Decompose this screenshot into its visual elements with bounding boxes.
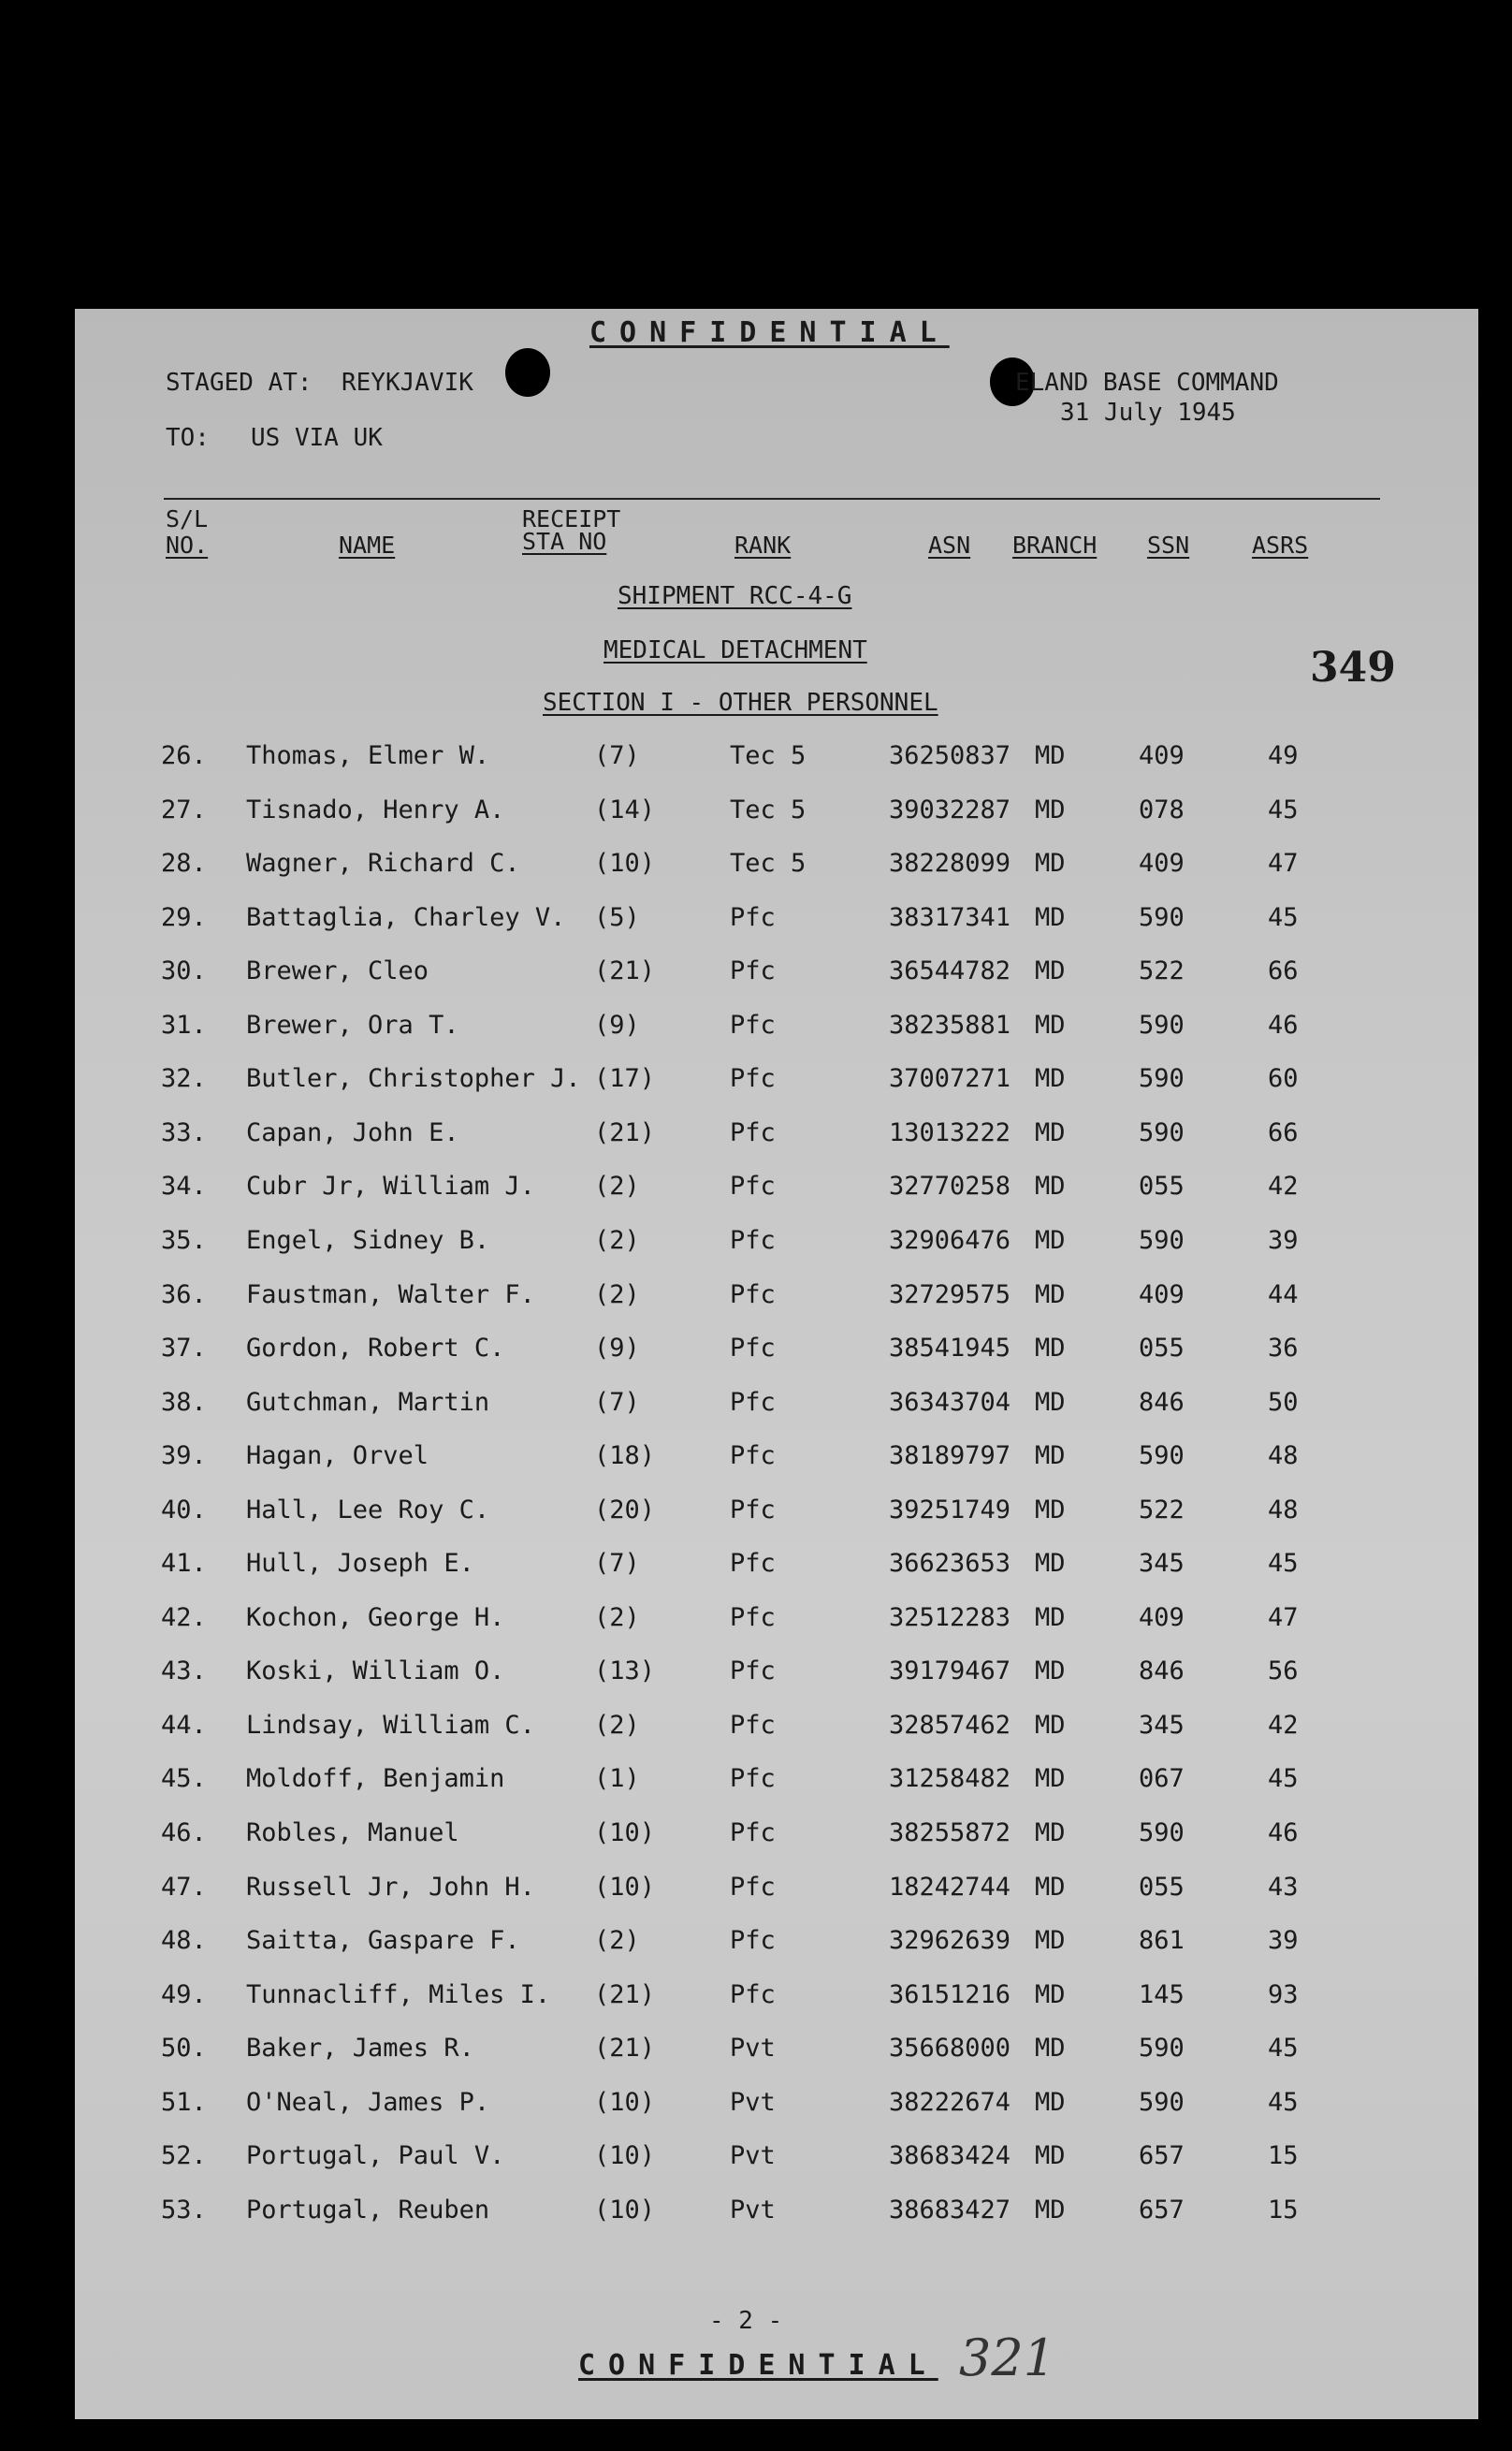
document-page <box>75 309 1478 2419</box>
row-branch: MD <box>1035 1279 1066 1309</box>
row-rank: Pfc <box>730 1064 776 1094</box>
row-name: Gordon, Robert C. <box>246 1334 505 1364</box>
row-rank: Pfc <box>730 956 776 986</box>
row-branch: MD <box>1035 1926 1066 1956</box>
table-row <box>75 1873 1478 1919</box>
row-branch: MD <box>1035 1549 1066 1579</box>
row-name: Tunnacliff, Miles I. <box>246 1979 551 2009</box>
col-rank: RANK <box>734 532 792 559</box>
row-asn: 38222674 <box>889 2087 1011 2117</box>
row-asrs: 39 <box>1268 1225 1299 1255</box>
row-name: Russell Jr, John H. <box>246 1872 535 1902</box>
row-number: 29. <box>161 902 207 932</box>
row-number: 35. <box>161 1225 207 1255</box>
row-rank: Pvt <box>730 2195 776 2225</box>
table-row <box>75 1172 1478 1218</box>
row-rank: Pfc <box>730 1387 776 1417</box>
row-sta-no: (20) <box>594 1495 656 1525</box>
row-name: Brewer, Ora T. <box>246 1010 459 1040</box>
row-rank: Pfc <box>730 1656 776 1686</box>
row-ssn: 657 <box>1139 2195 1185 2225</box>
row-branch: MD <box>1035 2034 1066 2064</box>
row-asrs: 45 <box>1268 2034 1299 2064</box>
row-branch: MD <box>1035 1387 1066 1417</box>
row-sta-no: (2) <box>594 1172 640 1202</box>
row-asrs: 47 <box>1268 1602 1299 1632</box>
row-asn: 13013222 <box>889 1117 1011 1147</box>
col-asn: ASN <box>928 532 971 559</box>
row-branch: MD <box>1035 1979 1066 2009</box>
row-ssn: 590 <box>1139 1225 1185 1255</box>
row-asrs: 48 <box>1268 1495 1299 1525</box>
row-branch: MD <box>1035 1872 1066 1902</box>
row-ssn: 409 <box>1139 1279 1185 1309</box>
table-row <box>75 1226 1478 1273</box>
row-name: Brewer, Cleo <box>246 956 429 986</box>
row-asn: 36151216 <box>889 1979 1011 2009</box>
row-branch: MD <box>1035 2087 1066 2117</box>
row-number: 30. <box>161 956 207 986</box>
row-ssn: 055 <box>1139 1172 1185 1202</box>
row-sta-no: (5) <box>594 902 640 932</box>
row-sta-no: (13) <box>594 1656 656 1686</box>
row-number: 37. <box>161 1334 207 1364</box>
row-branch: MD <box>1035 1225 1066 1255</box>
header-rule <box>164 498 1380 500</box>
row-number: 46. <box>161 1818 207 1847</box>
row-rank: Pfc <box>730 1602 776 1632</box>
row-branch: MD <box>1035 956 1066 986</box>
row-rank: Pfc <box>730 1979 776 2009</box>
row-asrs: 46 <box>1268 1818 1299 1847</box>
row-asn: 39179467 <box>889 1656 1011 1686</box>
row-number: 31. <box>161 1010 207 1040</box>
row-asrs: 15 <box>1268 2195 1299 2225</box>
row-sta-no: (10) <box>594 1818 656 1847</box>
row-number: 38. <box>161 1387 207 1417</box>
row-sta-no: (10) <box>594 2087 656 2117</box>
row-sta-no: (1) <box>594 1764 640 1794</box>
row-ssn: 067 <box>1139 1764 1185 1794</box>
row-ssn: 522 <box>1139 1495 1185 1525</box>
row-branch: MD <box>1035 1656 1066 1686</box>
row-branch: MD <box>1035 1495 1066 1525</box>
row-sta-no: (21) <box>594 956 656 986</box>
row-name: Butler, Christopher J. <box>246 1064 581 1094</box>
row-branch: MD <box>1035 1764 1066 1794</box>
row-ssn: 055 <box>1139 1872 1185 1902</box>
row-name: Cubr Jr, William J. <box>246 1172 535 1202</box>
row-ssn: 846 <box>1139 1656 1185 1686</box>
row-rank: Pfc <box>730 1010 776 1040</box>
row-sta-no: (7) <box>594 1549 640 1579</box>
row-rank: Tec 5 <box>730 849 807 879</box>
row-number: 49. <box>161 1979 207 2009</box>
row-branch: MD <box>1035 1064 1066 1094</box>
col-receipt: RECEIPT <box>522 505 621 533</box>
footer-page: - 2 - <box>709 2307 783 2335</box>
row-asn: 32729575 <box>889 1279 1011 1309</box>
row-asrs: 45 <box>1268 1764 1299 1794</box>
row-rank: Pvt <box>730 2141 776 2171</box>
row-ssn: 590 <box>1139 1064 1185 1094</box>
row-sta-no: (9) <box>594 1334 640 1364</box>
row-sta-no: (18) <box>594 1441 656 1471</box>
row-rank: Pfc <box>730 1818 776 1847</box>
row-number: 28. <box>161 849 207 879</box>
row-rank: Pvt <box>730 2034 776 2064</box>
row-asrs: 66 <box>1268 956 1299 986</box>
row-ssn: 590 <box>1139 1010 1185 1040</box>
row-number: 44. <box>161 1710 207 1740</box>
row-ssn: 590 <box>1139 2034 1185 2064</box>
row-ssn: 078 <box>1139 795 1185 824</box>
col-name: NAME <box>339 532 396 559</box>
table-row <box>75 1280 1478 1327</box>
row-number: 27. <box>161 795 207 824</box>
row-asn: 32962639 <box>889 1926 1011 1956</box>
row-name: Hall, Lee Roy C. <box>246 1495 490 1525</box>
row-rank: Pfc <box>730 1334 776 1364</box>
row-branch: MD <box>1035 902 1066 932</box>
row-branch: MD <box>1035 1818 1066 1847</box>
row-rank: Pfc <box>730 1279 776 1309</box>
row-ssn: 590 <box>1139 1117 1185 1147</box>
row-rank: Pfc <box>730 1710 776 1740</box>
row-number: 34. <box>161 1172 207 1202</box>
col-asrs: ASRS <box>1252 532 1309 559</box>
row-asrs: 36 <box>1268 1334 1299 1364</box>
section-heading: SECTION I - OTHER PERSONNEL <box>543 689 938 717</box>
row-asrs: 45 <box>1268 2087 1299 2117</box>
shipment-heading: SHIPMENT RCC-4-G <box>618 582 852 610</box>
row-asn: 35668000 <box>889 2034 1011 2064</box>
row-ssn: 409 <box>1139 849 1185 879</box>
row-branch: MD <box>1035 1602 1066 1632</box>
row-asrs: 43 <box>1268 1872 1299 1902</box>
row-rank: Pfc <box>730 1872 776 1902</box>
row-asn: 36623653 <box>889 1549 1011 1579</box>
row-number: 42. <box>161 1602 207 1632</box>
row-ssn: 590 <box>1139 902 1185 932</box>
row-asn: 31258482 <box>889 1764 1011 1794</box>
to-value: US VIA UK <box>251 424 383 452</box>
table-row <box>75 1980 1478 2027</box>
row-ssn: 145 <box>1139 1979 1185 2009</box>
row-asrs: 50 <box>1268 1387 1299 1417</box>
table-row <box>75 2196 1478 2242</box>
row-sta-no: (2) <box>594 1710 640 1740</box>
row-sta-no: (10) <box>594 2195 656 2225</box>
row-asrs: 42 <box>1268 1710 1299 1740</box>
row-number: 48. <box>161 1926 207 1956</box>
row-asn: 38541945 <box>889 1334 1011 1364</box>
row-asn: 36250837 <box>889 741 1011 770</box>
row-number: 43. <box>161 1656 207 1686</box>
row-name: Koski, William O. <box>246 1656 505 1686</box>
row-number: 45. <box>161 1764 207 1794</box>
row-number: 52. <box>161 2141 207 2171</box>
row-name: Gutchman, Martin <box>246 1387 490 1417</box>
col-branch: BRANCH <box>1012 532 1098 559</box>
page-number: 349 <box>1310 644 1396 692</box>
row-branch: MD <box>1035 1441 1066 1471</box>
row-rank: Pfc <box>730 902 776 932</box>
row-number: 40. <box>161 1495 207 1525</box>
row-name: Moldoff, Benjamin <box>246 1764 505 1794</box>
table-row <box>75 741 1478 788</box>
row-branch: MD <box>1035 849 1066 879</box>
row-asn: 38235881 <box>889 1010 1011 1040</box>
row-asn: 36544782 <box>889 956 1011 986</box>
row-number: 53. <box>161 2195 207 2225</box>
row-sta-no: (14) <box>594 795 656 824</box>
row-rank: Pfc <box>730 1172 776 1202</box>
row-asn: 32512283 <box>889 1602 1011 1632</box>
row-ssn: 590 <box>1139 1441 1185 1471</box>
row-sta-no: (10) <box>594 1872 656 1902</box>
row-asrs: 44 <box>1268 1279 1299 1309</box>
row-ssn: 345 <box>1139 1710 1185 1740</box>
table-row <box>75 1118 1478 1165</box>
row-branch: MD <box>1035 795 1066 824</box>
row-ssn: 522 <box>1139 956 1185 986</box>
row-asn: 18242744 <box>889 1872 1011 1902</box>
row-sta-no: (7) <box>594 741 640 770</box>
row-ssn: 055 <box>1139 1334 1185 1364</box>
row-sta-no: (10) <box>594 2141 656 2171</box>
row-name: Tisnado, Henry A. <box>246 795 505 824</box>
row-number: 33. <box>161 1117 207 1147</box>
row-name: Thomas, Elmer W. <box>246 741 490 770</box>
row-asn: 36343704 <box>889 1387 1011 1417</box>
row-branch: MD <box>1035 1172 1066 1202</box>
row-asrs: 45 <box>1268 1549 1299 1579</box>
table-row <box>75 1656 1478 1703</box>
row-number: 32. <box>161 1064 207 1094</box>
row-name: Faustman, Walter F. <box>246 1279 535 1309</box>
row-branch: MD <box>1035 2141 1066 2171</box>
row-asrs: 45 <box>1268 795 1299 824</box>
row-sta-no: (21) <box>594 1979 656 2009</box>
table-row <box>75 1388 1478 1435</box>
table-row <box>75 1549 1478 1596</box>
row-ssn: 861 <box>1139 1926 1185 1956</box>
row-rank: Pfc <box>730 1764 776 1794</box>
row-rank: Pfc <box>730 1117 776 1147</box>
table-row <box>75 1603 1478 1650</box>
row-asrs: 47 <box>1268 849 1299 879</box>
table-row <box>75 2141 1478 2188</box>
row-ssn: 590 <box>1139 1818 1185 1847</box>
row-sta-no: (2) <box>594 1225 640 1255</box>
handwritten-number: 321 <box>959 2328 1056 2387</box>
table-row <box>75 1334 1478 1380</box>
table-row <box>75 795 1478 842</box>
row-asn: 32857462 <box>889 1710 1011 1740</box>
row-sta-no: (10) <box>594 849 656 879</box>
row-name: Battaglia, Charley V. <box>246 902 566 932</box>
table-row <box>75 1495 1478 1542</box>
to-label: TO: <box>166 424 210 452</box>
row-asn: 38255872 <box>889 1818 1011 1847</box>
row-number: 26. <box>161 741 207 770</box>
row-rank: Pfc <box>730 1926 776 1956</box>
row-number: 39. <box>161 1441 207 1471</box>
row-sta-no: (7) <box>594 1387 640 1417</box>
row-sta-no: (21) <box>594 1117 656 1147</box>
table-row <box>75 1711 1478 1758</box>
table-row <box>75 1011 1478 1058</box>
row-name: Engel, Sidney B. <box>246 1225 490 1255</box>
classification-top: CONFIDENTIAL <box>589 316 950 349</box>
row-branch: MD <box>1035 1334 1066 1364</box>
row-sta-no: (9) <box>594 1010 640 1040</box>
table-row <box>75 849 1478 896</box>
row-asn: 38683427 <box>889 2195 1011 2225</box>
row-number: 50. <box>161 2034 207 2064</box>
row-sta-no: (17) <box>594 1064 656 1094</box>
row-asn: 32906476 <box>889 1225 1011 1255</box>
row-name: Robles, Manuel <box>246 1818 459 1847</box>
row-ssn: 409 <box>1139 1602 1185 1632</box>
table-row <box>75 1441 1478 1488</box>
row-name: Wagner, Richard C. <box>246 849 520 879</box>
row-number: 47. <box>161 1872 207 1902</box>
col-no: NO. <box>166 532 209 559</box>
row-name: Kochon, George H. <box>246 1602 505 1632</box>
row-name: Saitta, Gaspare F. <box>246 1926 520 1956</box>
row-sta-no: (2) <box>594 1279 640 1309</box>
classification-bottom: CONFIDENTIAL <box>578 2349 938 2382</box>
row-asrs: 49 <box>1268 741 1299 770</box>
row-branch: MD <box>1035 2195 1066 2225</box>
row-name: Lindsay, William C. <box>246 1710 535 1740</box>
row-ssn: 409 <box>1139 741 1185 770</box>
command-name: ELAND BASE COMMAND <box>1015 369 1279 397</box>
row-rank: Pfc <box>730 1549 776 1579</box>
row-asrs: 39 <box>1268 1926 1299 1956</box>
row-rank: Tec 5 <box>730 741 807 770</box>
table-row <box>75 2088 1478 2135</box>
row-rank: Tec 5 <box>730 795 807 824</box>
row-name: Portugal, Reuben <box>246 2195 490 2225</box>
row-asrs: 46 <box>1268 1010 1299 1040</box>
row-asn: 38228099 <box>889 849 1011 879</box>
row-name: Capan, John E. <box>246 1117 459 1147</box>
row-asn: 37007271 <box>889 1064 1011 1094</box>
row-asrs: 60 <box>1268 1064 1299 1094</box>
row-branch: MD <box>1035 741 1066 770</box>
row-rank: Pfc <box>730 1495 776 1525</box>
row-ssn: 345 <box>1139 1549 1185 1579</box>
row-asrs: 45 <box>1268 902 1299 932</box>
row-rank: Pfc <box>730 1225 776 1255</box>
table-row <box>75 1764 1478 1811</box>
row-asrs: 93 <box>1268 1979 1299 2009</box>
row-asn: 38683424 <box>889 2141 1011 2171</box>
row-name: Hagan, Orvel <box>246 1441 429 1471</box>
detachment-heading: MEDICAL DETACHMENT <box>603 636 867 664</box>
table-row <box>75 956 1478 1003</box>
row-asrs: 66 <box>1268 1117 1299 1147</box>
row-asn: 38317341 <box>889 902 1011 932</box>
row-name: Portugal, Paul V. <box>246 2141 505 2171</box>
row-branch: MD <box>1035 1010 1066 1040</box>
row-number: 51. <box>161 2087 207 2117</box>
row-sta-no: (2) <box>594 1602 640 1632</box>
row-asn: 38189797 <box>889 1441 1011 1471</box>
row-asn: 32770258 <box>889 1172 1011 1202</box>
row-rank: Pvt <box>730 2087 776 2117</box>
table-row <box>75 2034 1478 2080</box>
table-row <box>75 1926 1478 1973</box>
staged-at-label: STAGED AT: <box>166 369 313 397</box>
punch-hole-left <box>505 348 550 397</box>
row-branch: MD <box>1035 1710 1066 1740</box>
col-sl: S/L <box>166 505 209 533</box>
table-row <box>75 1064 1478 1111</box>
row-sta-no: (2) <box>594 1926 640 1956</box>
row-ssn: 657 <box>1139 2141 1185 2171</box>
row-number: 36. <box>161 1279 207 1309</box>
col-ssn: SSN <box>1147 532 1190 559</box>
row-asrs: 56 <box>1268 1656 1299 1686</box>
row-asn: 39251749 <box>889 1495 1011 1525</box>
table-row <box>75 903 1478 950</box>
row-ssn: 846 <box>1139 1387 1185 1417</box>
row-asrs: 48 <box>1268 1441 1299 1471</box>
row-rank: Pfc <box>730 1441 776 1471</box>
row-name: Hull, Joseph E. <box>246 1549 474 1579</box>
row-ssn: 590 <box>1139 2087 1185 2117</box>
row-name: Baker, James R. <box>246 2034 474 2064</box>
table-row <box>75 1818 1478 1865</box>
row-number: 41. <box>161 1549 207 1579</box>
row-asrs: 42 <box>1268 1172 1299 1202</box>
col-sta-no: STA NO <box>522 528 607 555</box>
row-name: O'Neal, James P. <box>246 2087 490 2117</box>
row-sta-no: (21) <box>594 2034 656 2064</box>
row-asrs: 15 <box>1268 2141 1299 2171</box>
staged-at-value: REYKJAVIK <box>342 369 473 397</box>
row-branch: MD <box>1035 1117 1066 1147</box>
row-asn: 39032287 <box>889 795 1011 824</box>
document-date: 31 July 1945 <box>1060 399 1236 427</box>
